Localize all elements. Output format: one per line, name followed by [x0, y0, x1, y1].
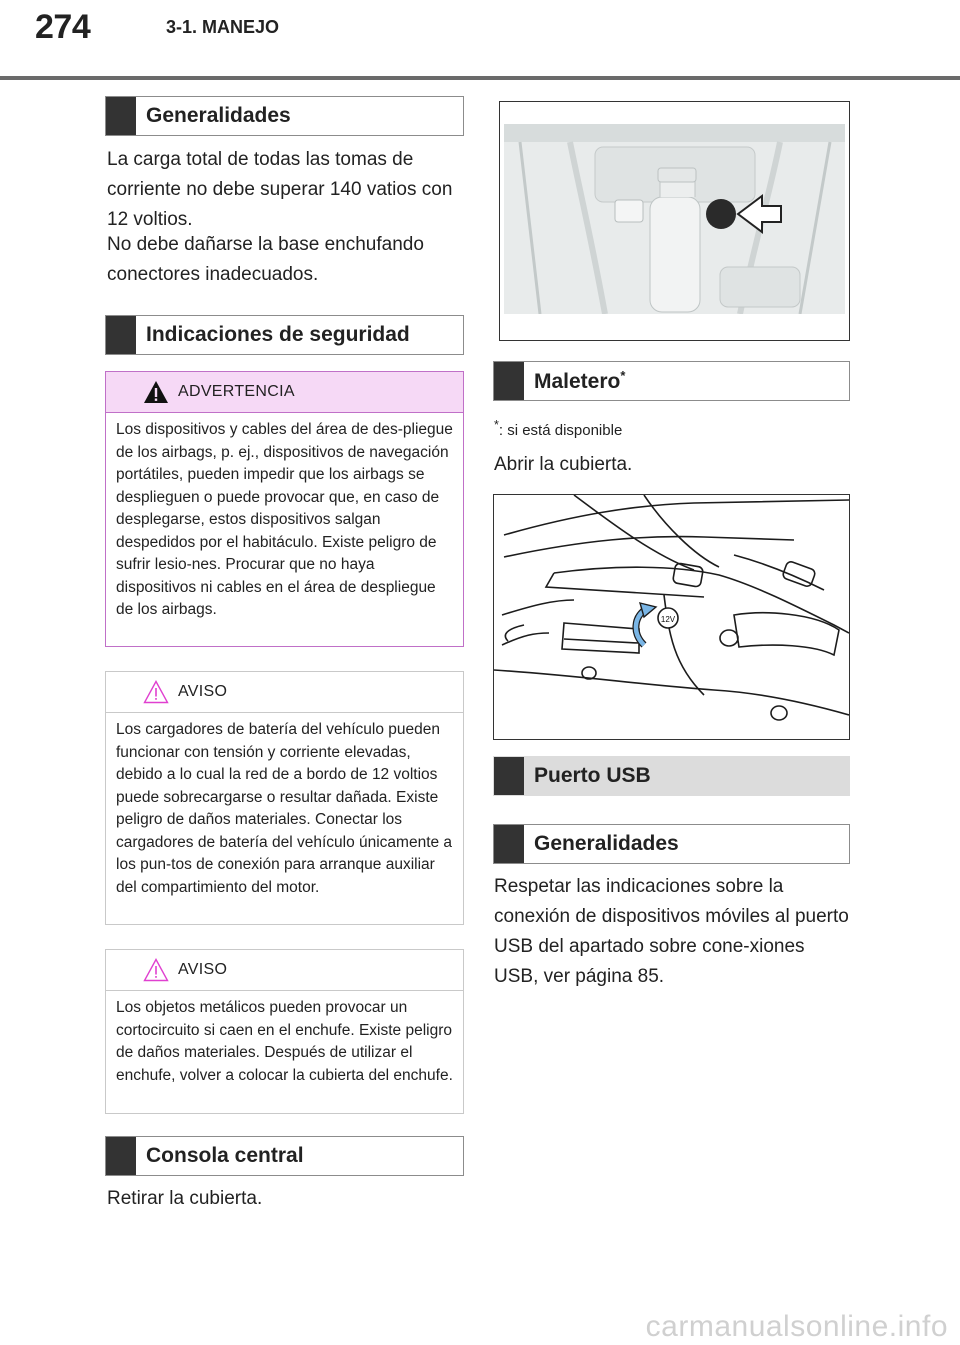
section-heading-label: Puerto USB	[534, 764, 651, 787]
warning-title: ADVERTENCIA	[178, 383, 295, 400]
heading-bar	[106, 316, 136, 354]
center-console-illustration	[500, 102, 849, 340]
paragraph-usb-indicaciones: Respetar las indicaciones sobre la conexión de dispositivos móviles al puerto USB del apartado sobre cone-xiones USB, ver página 85.	[494, 876, 849, 987]
paragraph-base-enchufe: No debe dañarse la base enchufando conectores inadecuados.	[107, 234, 424, 285]
caution-text: Los cargadores de batería del vehículo pueden funcionar con tensión y corriente elevadas, debido a lo cual la red de a bordo de 12 voltios puede sobrecargarse o resultar dañada. Existe peligro de daños materiales. Conectar los cargadores de batería del vehículo únicamente a los pun-tos de conexión para arranque auxiliar del compartimiento del motor.	[106, 712, 463, 899]
caution-notice	[105, 671, 464, 925]
footnote-mark: *	[494, 418, 499, 432]
warning-text: Los dispositivos y cables del área de des-pliegue de los airbags, p. ej., dispositivos de navegación portátiles, pueden impedir que los airbags se desplieguen o puede provocar que, en caso de desplegarse, estos dispositivos salgan despedidos por el habitáculo. Existe peligro de sufrir lesio-nes. Procurar que no haya dispositivos ni cables en el área de despliegue de los airbags.	[106, 412, 463, 622]
caution-triangle-icon	[143, 680, 169, 704]
heading-bar	[494, 825, 524, 863]
section-heading-label: Generalidades	[534, 832, 679, 855]
warning-notice-header	[106, 372, 463, 412]
section-heading-seguridad	[105, 315, 464, 355]
page-number: 274	[35, 8, 91, 46]
heading-bar	[494, 362, 524, 400]
section-heading-label: Maletero*	[534, 368, 626, 393]
paragraph-carga-total: La carga total de todas las tomas de corriente no debe superar 140 vatios con 12 voltios.	[107, 149, 453, 230]
section-heading-label: Generalidades	[146, 104, 291, 127]
footnote-disponible	[494, 418, 622, 439]
socket-12v-label: 12V	[660, 615, 676, 624]
section-heading-generalidades-usb	[493, 824, 850, 864]
section-heading-consola	[105, 1136, 464, 1176]
watermark: carmanualsonline.info	[645, 1310, 948, 1343]
caution-text: Los objetos metálicos pueden provocar un cortocircuito si caen en el enchufe. Existe peligro de daños materiales. Después de utilizar el enchufe, volver a colocar la cubierta del enchufe.	[106, 990, 463, 1087]
heading-bar	[106, 97, 136, 135]
caution-triangle-icon	[143, 958, 169, 982]
caution-notice	[105, 949, 464, 1114]
heading-bar	[106, 1137, 136, 1175]
footnote-text: : si está disponible	[498, 422, 623, 439]
figure-trunk-socket	[493, 494, 850, 740]
caution-title: AVISO	[178, 683, 228, 700]
figure-center-console	[499, 101, 850, 341]
caution-notice-header	[106, 950, 463, 990]
caution-title: AVISO	[178, 961, 228, 978]
optional-asterisk: *	[620, 368, 626, 383]
warning-triangle-icon	[143, 380, 169, 404]
caution-notice-header	[106, 672, 463, 712]
section-heading-puerto-usb	[493, 756, 850, 796]
trunk-socket-illustration	[494, 495, 849, 739]
section-heading-label: Indicaciones de seguridad	[146, 323, 410, 346]
chapter-title: 3-1. MANEJO	[166, 17, 280, 37]
heading-bar	[494, 757, 524, 795]
paragraph-abrir-cubierta: Abrir la cubierta.	[494, 454, 633, 475]
paragraph-retirar-cubierta: Retirar la cubierta.	[107, 1188, 263, 1209]
section-heading-label: Consola central	[146, 1144, 304, 1167]
section-heading-maletero	[493, 361, 850, 401]
section-heading-generalidades	[105, 96, 464, 136]
warning-notice	[105, 371, 464, 647]
header-rule	[0, 76, 960, 80]
